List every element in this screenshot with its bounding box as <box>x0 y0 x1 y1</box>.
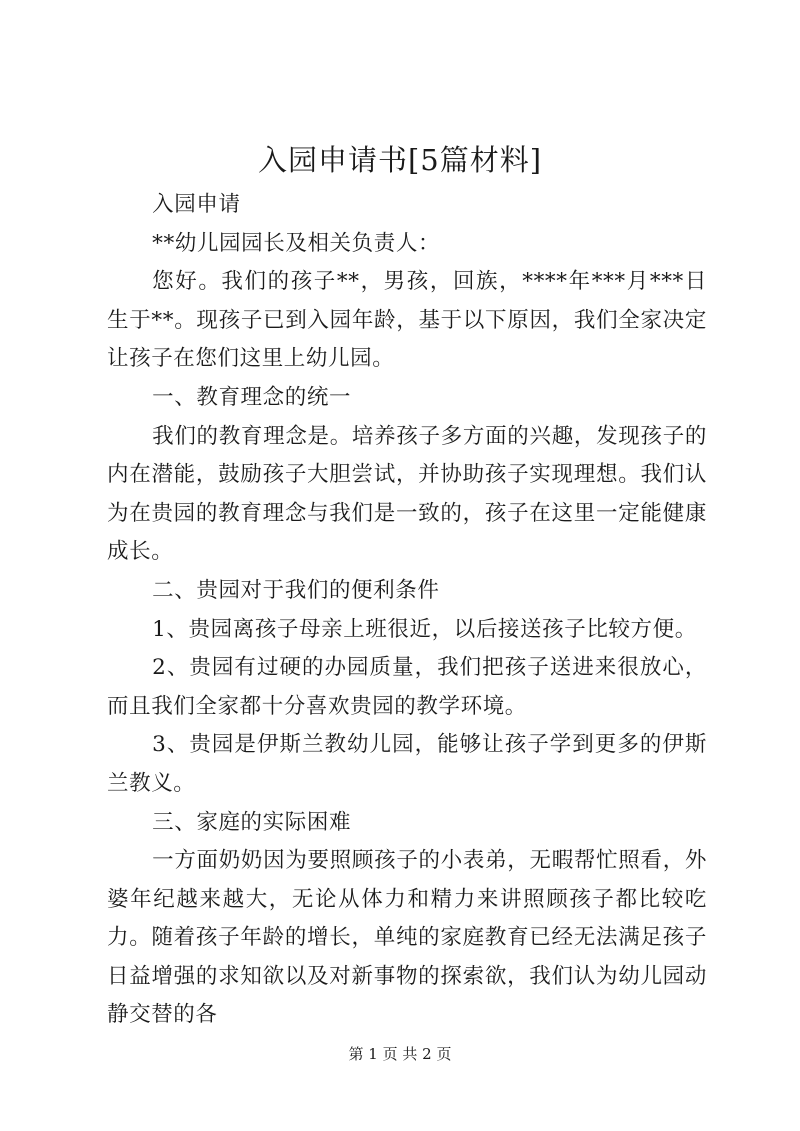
section-heading-1: 一、教育理念的统一 <box>152 384 352 410</box>
paragraph-item-3: 3、贵园是伊斯兰教幼儿园，能够让孩子学到更多的伊斯兰教义。 <box>107 732 707 796</box>
section-heading-2: 二、贵园对于我们的便利条件 <box>152 577 440 603</box>
paragraph-education: 我们的教育理念是。培养孩子多方面的兴趣，发现孩子的内在潜能，鼓励孩子大胆尝试，并协助孩子实现理想。我们认为在贵园的教育理念与我们是一致的，孩子在这里一定能健康成长。 <box>107 423 707 565</box>
paragraph-salutation: **幼儿园园长及相关负责人： <box>152 230 441 256</box>
page-number: 第 1 页 共 2 页 <box>348 1045 452 1063</box>
paragraph-item-2: 2、贵园有过硬的办园质量，我们把孩子送进来很放心，而且我们全家都十分喜欢贵园的教学环境。 <box>107 655 707 719</box>
document-title: 入园申请书[5篇材料] <box>257 143 543 177</box>
paragraph-intro: 您好。我们的孩子**，男孩，回族，****年***月***日生于**。现孩子已到入园年龄，基于以下原因，我们全家决定让孩子在您们这里上幼儿园。 <box>107 269 707 372</box>
paragraph-item-1: 1、贵园离孩子母亲上班很近，以后接送孩子比较方便。 <box>152 616 697 642</box>
document-body <box>107 186 707 1035</box>
page-footer <box>0 1044 800 1064</box>
paragraph-heading: 入园申请 <box>152 192 241 217</box>
section-heading-3: 三、家庭的实际困难 <box>152 809 352 835</box>
paragraph-family: 一方面奶奶因为要照顾孩子的小表弟，无暇帮忙照看，外婆年纪越来越大，无论从体力和精力来讲照顾孩子都比较吃力。随着孩子年龄的增长，单纯的家庭教育已经无法满足孩子日益增强的求知欲以及对新事物的探索欲，我们认为幼儿园动静交替的各 <box>107 848 707 1028</box>
